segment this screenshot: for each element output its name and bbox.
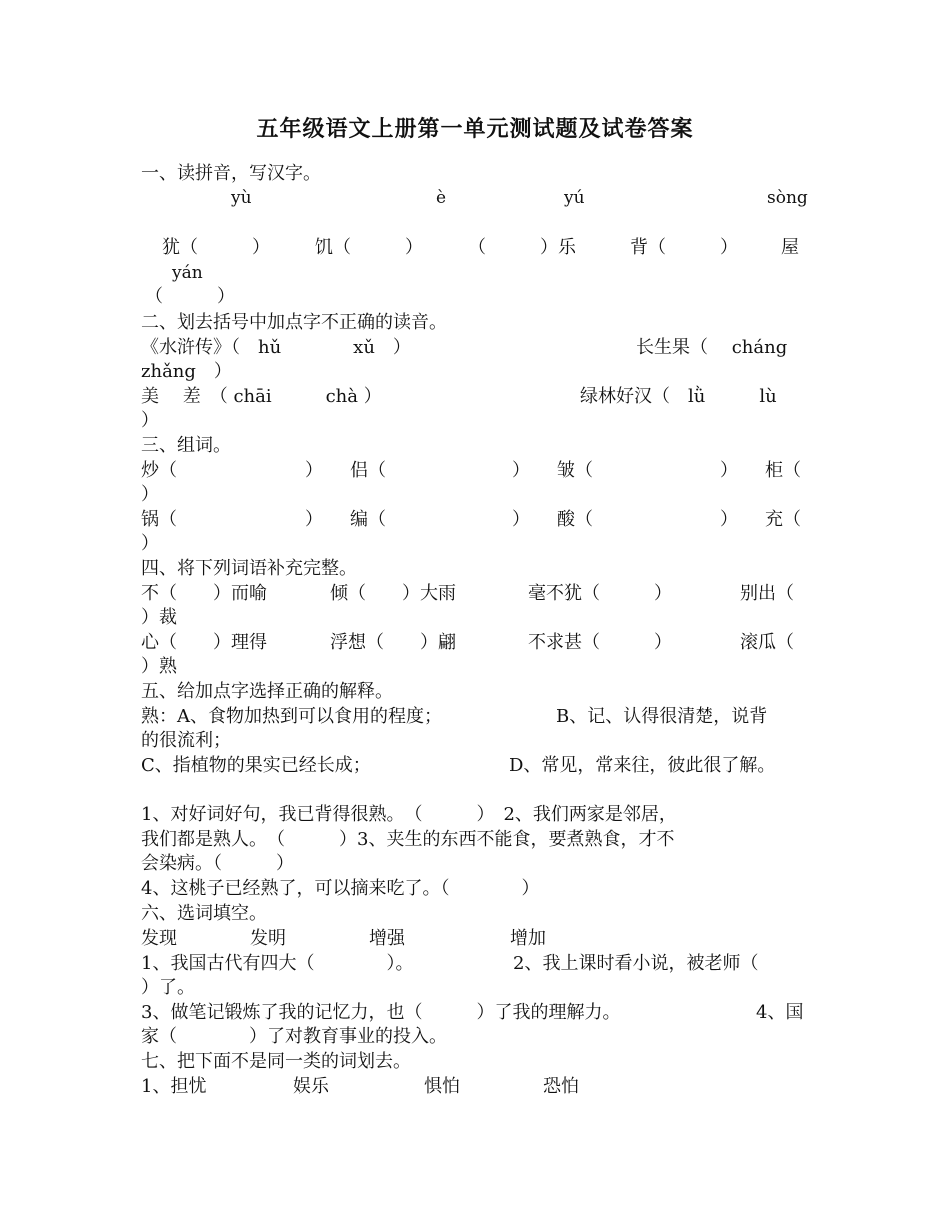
s3-r1-c6: ） (720, 460, 738, 481)
pinyin-yu2: yú (564, 188, 585, 208)
section1-heading: 一、读拼音，写汉字。 (141, 163, 321, 184)
s2-b-cont: ） (141, 410, 159, 431)
s6-q2: 2、我上课时看小说，被老师（ (513, 953, 759, 974)
page-title: 五年级语文上册第一单元测试题及试卷答案 (256, 116, 694, 142)
s3-r2-c7: 充（ (765, 509, 801, 530)
s7-word-1: 1、担忧 (141, 1076, 207, 1097)
s3-r2-c4: ） (512, 509, 530, 530)
s3-r1-c4: ） (512, 460, 530, 481)
section2-heading: 二、划去括号中加点字不正确的读音。 (141, 312, 447, 333)
s3-r1-cont: ） (141, 484, 159, 505)
s1-item-3: （ ）乐 (468, 237, 576, 258)
s6-word-1: 发现 (141, 928, 177, 949)
s4-r1-c4: 别出（ (740, 583, 794, 604)
s5-q1c: 会染病。（ ） (141, 853, 294, 874)
s3-r2-c2: ） (305, 509, 323, 530)
s2-a-cont: zhǎng ） (141, 361, 232, 382)
s1-item-5: 屋 (781, 237, 799, 258)
s1-tail: （ ） (145, 286, 235, 307)
s4-r2-c2: 浮想（ ）翩 (330, 632, 456, 653)
s5-def1c: 的很流利； (141, 730, 231, 751)
section3-heading: 三、组词。 (141, 435, 231, 456)
s5-def2: C、指植物的果实已经长成； (141, 755, 371, 776)
s7-word-3: 惧怕 (424, 1076, 460, 1097)
s1-item-4: 背（ ） (630, 237, 738, 258)
s3-r1-c5: 皱（ (557, 460, 593, 481)
s4-r1-c3: 毫不犹（ ） (528, 583, 672, 604)
s1-item-1: 犹（ ） (162, 237, 270, 258)
s3-r1-c1: 炒（ (141, 460, 177, 481)
s5-q4: 4、这桃子已经熟了，可以摘来吃了。（ ） (141, 878, 540, 899)
s4-r2-c1: 心（ ）理得 (141, 632, 267, 653)
s6-word-3: 增强 (369, 928, 405, 949)
section6-heading: 六、选词填空。 (141, 903, 267, 924)
s3-r2-c6: ） (720, 509, 738, 530)
s3-r1-c2: ） (305, 460, 323, 481)
s1-item-2: 饥（ ） (315, 237, 423, 258)
s6-q3: 3、做笔记锻炼了我的记忆力，也（ ）了我的理解力。 (141, 1002, 621, 1023)
s7-word-2: 娱乐 (293, 1076, 329, 1097)
s5-q1b: 我们都是熟人。 （ ）3、夹生的东西不能食，要煮熟食，才不 (141, 829, 675, 850)
s6-word-2: 发明 (250, 928, 286, 949)
section4-heading: 四、将下列词语补充完整。 (141, 558, 357, 579)
pinyin-yan: yán (172, 263, 203, 283)
s3-r2-c5: 酸（ (557, 509, 593, 530)
s6-q4: 4、国 (756, 1002, 804, 1023)
s3-r1-c3: 侣（ (350, 460, 386, 481)
section5-heading: 五、给加点字选择正确的解释。 (141, 681, 393, 702)
s2-b-right: 绿林好汉（ lǜ lù (580, 386, 777, 407)
s4-r2-c3: 不求甚（ ） (528, 632, 672, 653)
s3-r2-cont: ） (141, 533, 159, 554)
pinyin-e: è (436, 188, 447, 208)
s5-def1b: B、记、认得很清楚，说背 (556, 706, 768, 727)
pinyin-yu: yù (231, 188, 252, 208)
s2-b-left: 美 差 （ chāi chà ） (141, 386, 382, 407)
s4-r1-c2: 倾（ ）大雨 (330, 583, 456, 604)
s5-q1: 1、对好词好句，我已背得很熟。 （ ） 2、我们两家是邻居， (141, 804, 677, 825)
s5-def2b: D、常见，常来往，彼此很了解。 (509, 755, 776, 776)
s6-q1: 1、我国古代有四大（ ）。 (141, 953, 414, 974)
s7-word-4: 恐怕 (543, 1076, 579, 1097)
section7-heading: 七、把下面不是同一类的词划去。 (141, 1051, 411, 1072)
s5-def1: 熟：A、食物加热到可以食用的程度； (141, 706, 442, 727)
s4-r1-c1: 不（ ）而喻 (141, 583, 267, 604)
s4-r1-cont: ）裁 (141, 607, 177, 628)
pinyin-song: sòng (767, 188, 808, 208)
s6-q2b: ）了。 (141, 977, 195, 998)
s4-r2-c4: 滚瓜（ (740, 632, 794, 653)
s3-r2-c3: 编（ (350, 509, 386, 530)
s3-r1-c7: 柜（ (765, 460, 801, 481)
s2-a-right: 长生果（ cháng (636, 337, 788, 358)
s3-r2-c1: 锅（ (141, 509, 177, 530)
s6-word-4: 增加 (510, 928, 546, 949)
s4-r2-cont: ）熟 (141, 656, 177, 677)
s6-q4b: 家（ ）了对教育事业的投入。 (141, 1026, 447, 1047)
s2-a-left: 《水浒传》（ hǔ xǔ ） (141, 337, 411, 358)
